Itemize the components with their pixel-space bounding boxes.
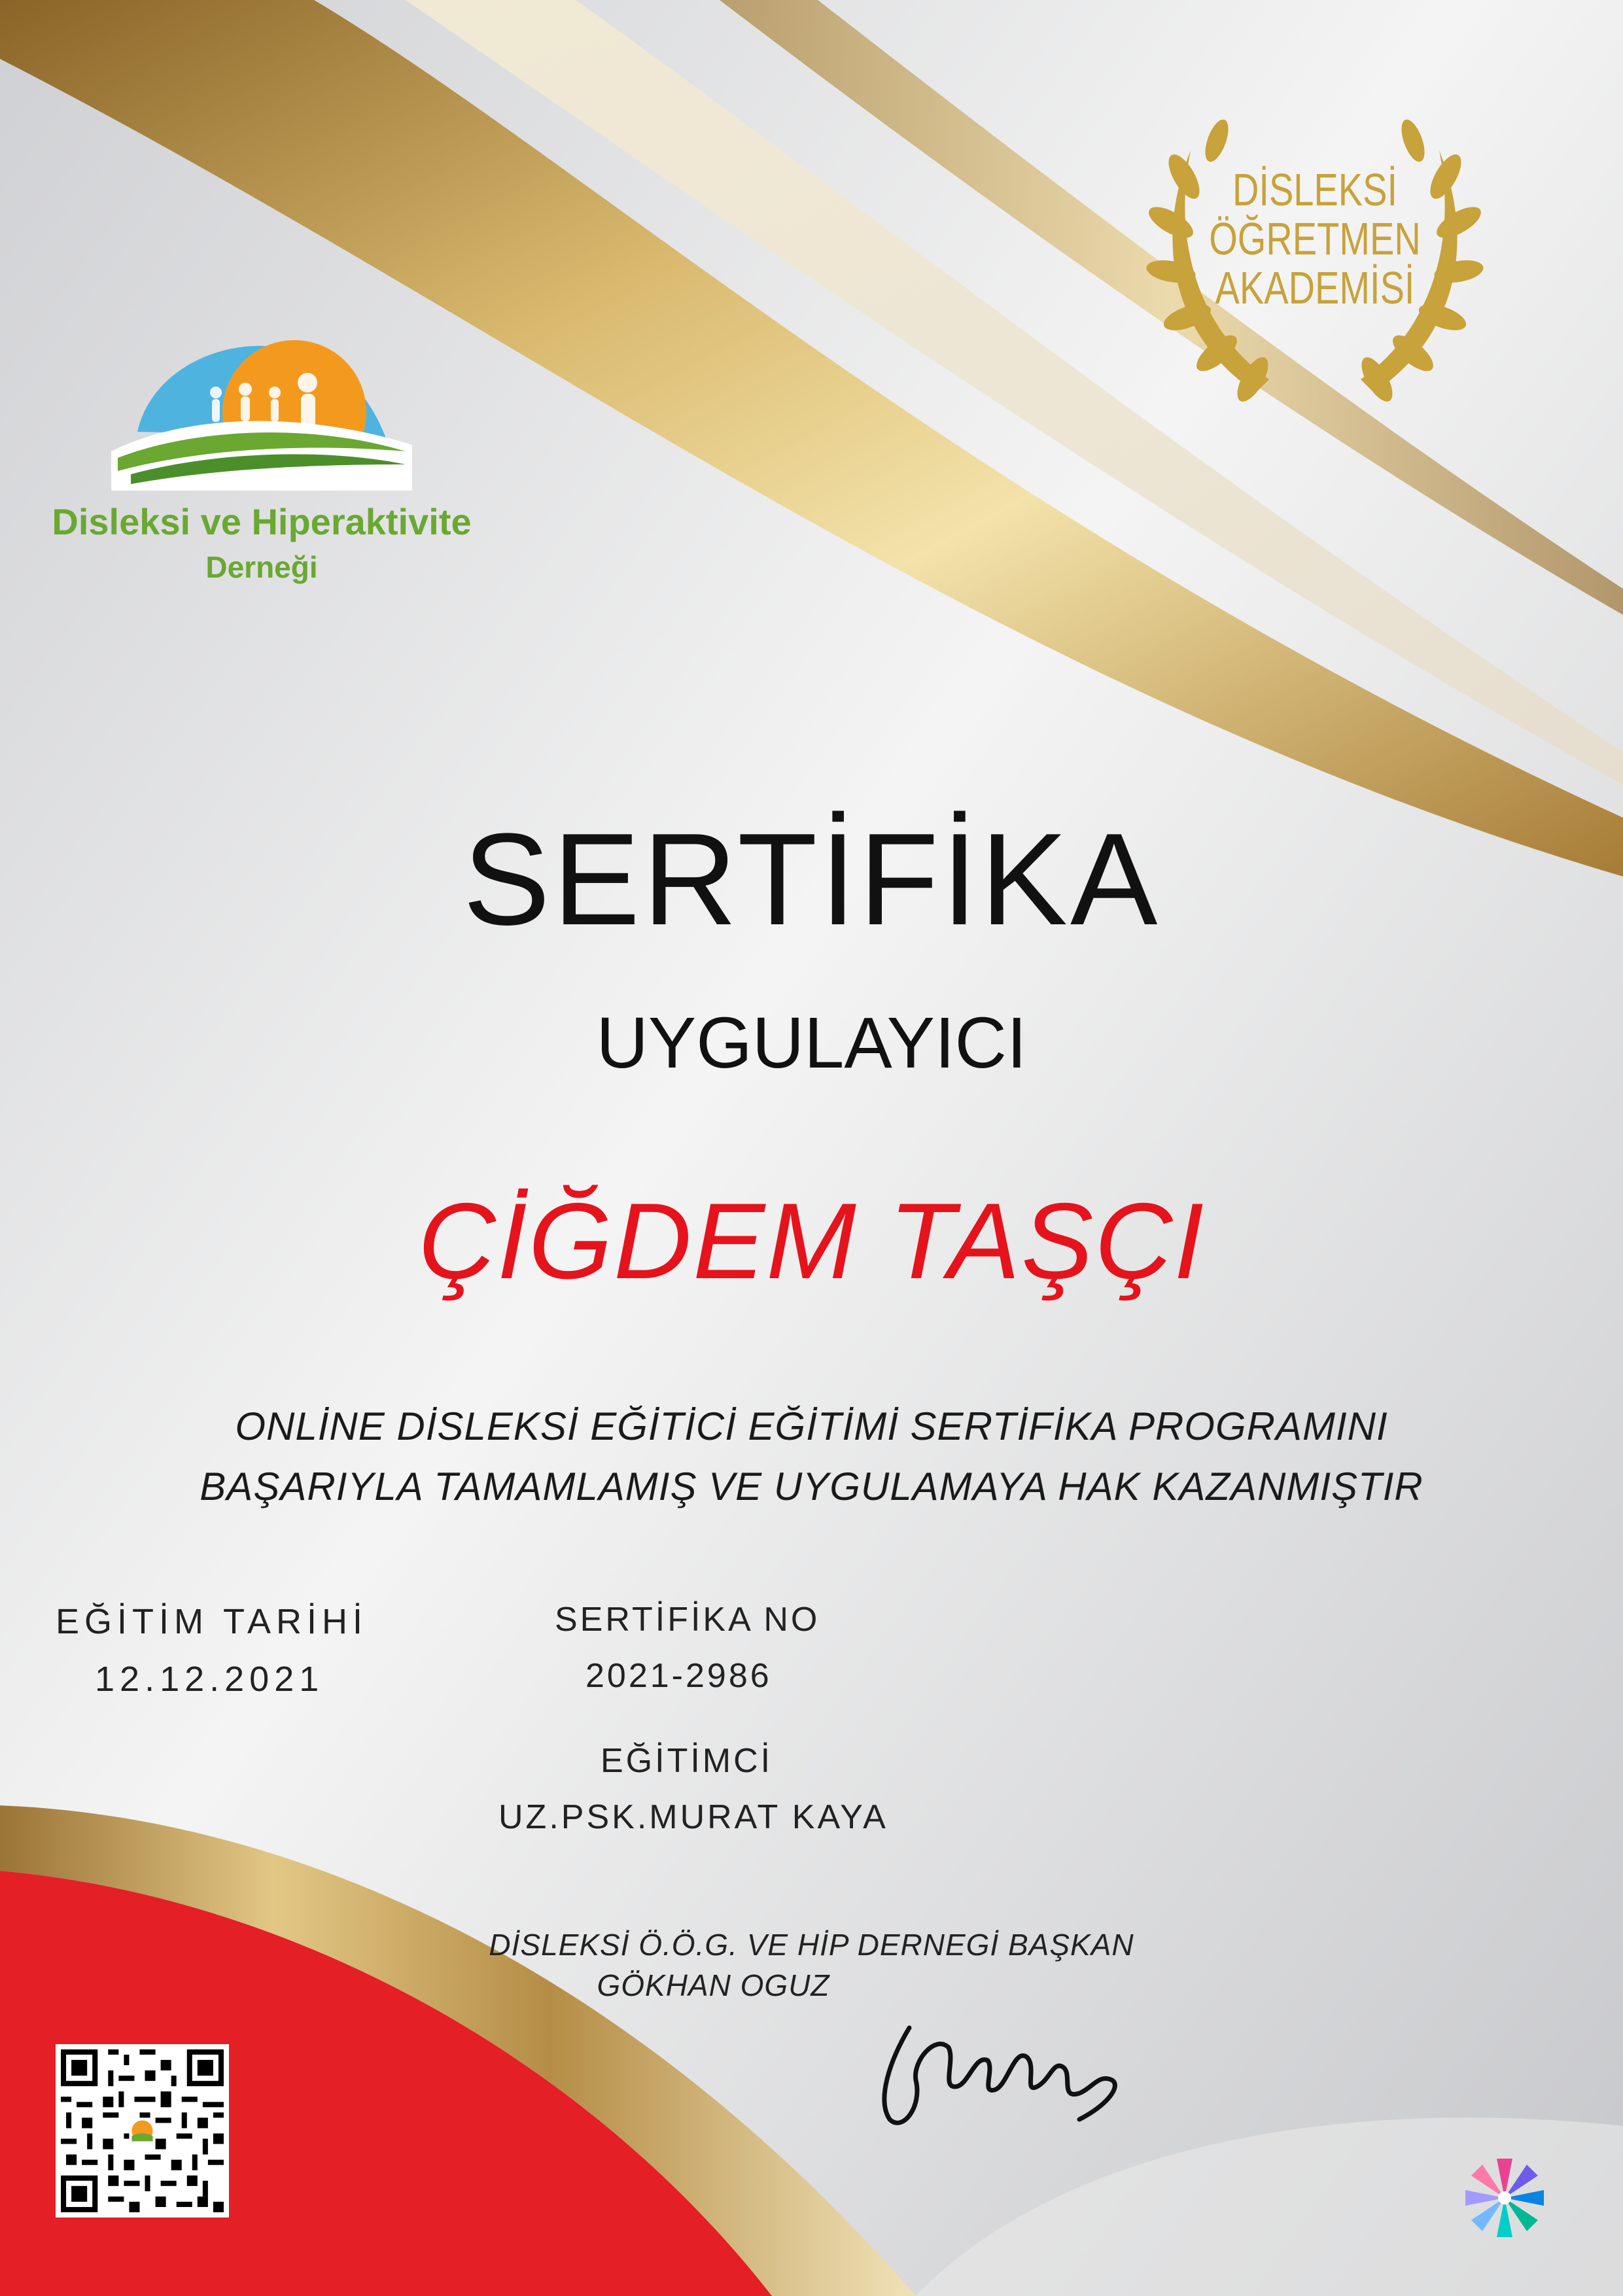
certificate-subtitle: UYGULAYICI xyxy=(596,1003,1027,1083)
description-line1: ONLİNE DİSLEKSİ EĞİTİCİ EĞİTİMİ SERTİFİKA PROGRAMINI xyxy=(235,1404,1388,1448)
cert-no-value: 2021-2986 xyxy=(585,1657,772,1695)
certificate-title: SERTİFİKA xyxy=(462,807,1161,952)
association-name-line1: Disleksi ve Hiperaktivite xyxy=(52,501,472,542)
academy-line1: DİSLEKSİ xyxy=(1232,164,1398,215)
association-logo xyxy=(52,334,497,595)
trainer-label: EĞİTİMCİ xyxy=(601,1742,773,1780)
star-flower-icon xyxy=(1456,2149,1554,2247)
recipient-name: ÇİĞDEM TAŞÇI xyxy=(417,1181,1206,1301)
trainer-value: UZ.PSK.MURAT KAYA xyxy=(498,1798,888,1836)
signatory-name: GÖKHAN OGUZ xyxy=(597,1968,830,2002)
cert-no-label: SERTİFİKA NO xyxy=(555,1601,820,1639)
academy-line2: ÖĞRETMEN xyxy=(1209,213,1421,264)
academy-logo xyxy=(1138,78,1492,419)
academy-line3: AKADEMİSİ xyxy=(1215,262,1415,313)
signature-icon xyxy=(864,2008,1138,2139)
description-line2: BAŞARIYLA TAMAMLAMIŞ VE UYGULAMAYA HAK KAZANMIŞTIR xyxy=(200,1465,1423,1508)
date-value: 12.12.2021 xyxy=(95,1660,324,1699)
signatory-title: DİSLEKSİ Ö.Ö.G. VE HİP DERNEGİ BAŞKAN xyxy=(489,1928,1134,1962)
date-label: EĞİTİM TARİHİ xyxy=(56,1602,368,1641)
association-name-line2: Derneği xyxy=(205,550,318,584)
certificate-description xyxy=(98,1397,1525,1517)
association-logo-mark xyxy=(111,334,412,491)
qr-code-icon xyxy=(56,2044,229,2218)
